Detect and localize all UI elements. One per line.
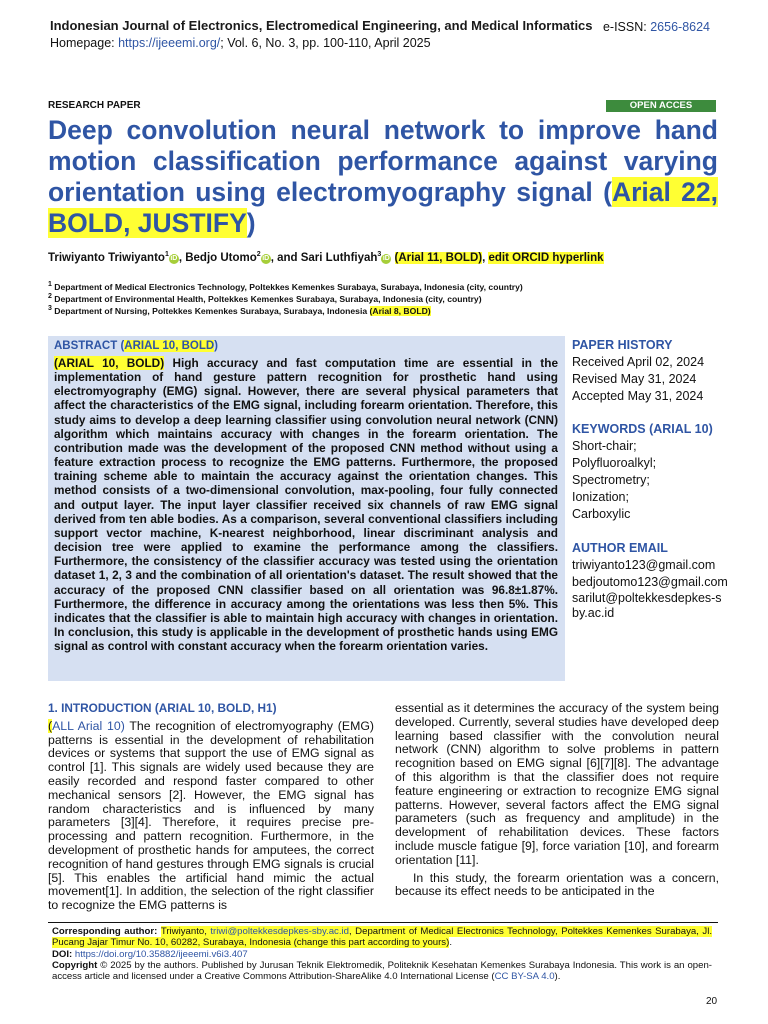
footer-divider: [48, 922, 718, 923]
author-2-sup: 2: [256, 251, 261, 258]
intro-paragraph-1-cont: essential as it determines the accuracy of the system being developed. Currently, several studies have developed deep learning based classifier with the convolution neural network (CNN) algorithm to solve problems in pattern recognition based on EMG signal [6][7][8]. The advantage of this algorithm is that the classifier does not require feature engineering or extraction to recognize EMG signal patterns. However, several factors affect the EMG signal parameters (such as frequency and amplitude) in the development of rehabilitation devices. These factors include muscle fatigue [9], force variation [10], and forearm orientation [11].: [395, 701, 719, 867]
orcid-icon[interactable]: iD: [262, 254, 270, 262]
abstract-heading: [54, 340, 218, 352]
affiliation-1: [48, 281, 523, 292]
keyword: Spectrometry;: [572, 473, 650, 487]
author-3-sup: 3: [377, 251, 382, 258]
author-format-note: (Arial 11, BOLD): [394, 251, 483, 264]
aff-format-note: (Arial 8, BOLD): [369, 305, 431, 316]
abstract-format-note: (ARIAL 10, BOLD): [54, 356, 165, 370]
orcid-edit-note: edit ORCID hyperlink: [488, 251, 604, 264]
affiliation-2: [48, 293, 482, 304]
abstract-text: [54, 356, 558, 653]
paper-title: [48, 115, 718, 239]
side-info: [572, 338, 752, 621]
author-email-heading: AUTHOR EMAIL: [572, 541, 668, 555]
copyright: [52, 960, 712, 983]
corr-label: Corresponding author:: [52, 926, 161, 937]
intro-paragraph-1: [48, 720, 374, 913]
author-2: , Bedjo Utomo: [178, 251, 257, 264]
aff-sup: 2: [48, 293, 52, 300]
history-revised: Revised May 31, 2024: [572, 372, 697, 386]
homepage-label: Homepage:: [50, 36, 119, 50]
author-email[interactable]: bedjoutomo123@gmail.com: [572, 575, 728, 589]
abstract-heading-close: ): [214, 340, 219, 352]
title-close: ): [246, 208, 256, 238]
orcid-icon[interactable]: iD: [382, 254, 390, 262]
volume-info: ; Vol. 6, No. 3, pp. 100-110, April 2025: [220, 36, 431, 50]
aff-sup: 3: [48, 305, 52, 312]
author-1-sup: 1: [164, 251, 169, 258]
affiliation-3: [48, 305, 431, 316]
homepage-line: [50, 36, 431, 50]
author-3: , and Sari Luthfiyah: [270, 251, 378, 264]
doi-label: DOI:: [52, 948, 75, 960]
aff-text: Department of Environmental Health, Poltekkes Kemenkes Surabaya, Surabaya, Indonesia (city, country): [54, 293, 482, 304]
author-1: Triwiyanto Triwiyanto: [48, 251, 165, 264]
intro-right-column: [395, 702, 719, 899]
keywords-heading: KEYWORDS (ARIAL 10): [572, 422, 713, 436]
history-received: Received April 02, 2024: [572, 355, 705, 369]
license-link[interactable]: CC BY-SA 4.0: [494, 971, 555, 983]
open-access-badge: OPEN ACCES: [606, 100, 716, 112]
issn: [603, 20, 710, 34]
corr-name: Triwiyanto,: [160, 926, 211, 937]
author-email[interactable]: triwiyanto123@gmail.com: [572, 558, 716, 572]
paper-history-heading: PAPER HISTORY: [572, 338, 673, 352]
intro-paragraph-2: In this study, the forearm orientation was a concern, because its effect needs to be anticipated in the: [395, 870, 719, 899]
author-comma: ,: [482, 251, 489, 264]
aff-text: Department of Medical Electronics Technology, Poltekkes Kemenkes Surabaya, Surabaya, Indonesia (city, country): [54, 281, 523, 292]
doi-line: [52, 949, 712, 960]
doi-link[interactable]: https://doi.org/10.35882/ijeeemi.v6i3.407: [74, 948, 248, 960]
aff-sup: 1: [48, 281, 52, 288]
history-accepted: Accepted May 31, 2024: [572, 389, 704, 403]
footer: [52, 926, 712, 982]
author-email[interactable]: sarilut@poltekkesdepkes-sby.ac.id: [572, 591, 722, 620]
homepage-link[interactable]: https://ijeeemi.org/: [118, 36, 221, 50]
issn-link[interactable]: 2656-8624: [650, 20, 710, 34]
intro-left-column: [48, 702, 374, 913]
orcid-icon[interactable]: iD: [170, 254, 178, 262]
intro-heading: 1. INTRODUCTION (ARIAL 10, BOLD, H1): [48, 701, 277, 715]
intro-p1-text: The recognition of electromyography (EMG) patterns is essential in the development of rehabilitation devices or systems that support the use of EMG signal as control [1]. This signals are widely used because they are easily recorded and respond faster compared to other mechanical sensors [2]. However, the EMG signal has random characteristics and is influenced by many parameters [3][4]. Therefore, it requires precise pre-processing and pattern recognition. Furthermore, in the development of prosthetic hands for amputees, the correct recognition of hand gestures through EMG signals is crucial [5]. This enables the artificial hand mimic the actual movement[1]. In addition, the selection of the right classifier to recognize the EMG patterns is: [48, 718, 375, 913]
author-line: [48, 251, 728, 264]
journal-name: Indonesian Journal of Electronics, Electromedical Engineering, and Medical Informatics: [50, 18, 593, 33]
keyword: Ionization;: [572, 490, 629, 504]
abstract-box: [48, 336, 565, 681]
issn-label: e-ISSN:: [602, 20, 651, 34]
corresponding-author: [52, 926, 712, 949]
article-type: RESEARCH PAPER: [48, 100, 141, 111]
intro-format-note: ALL Arial 10): [52, 718, 125, 733]
page-number: 20: [706, 996, 718, 1007]
corr-email-link[interactable]: triwi@poltekkesdepkes-sby.ac.id: [210, 926, 349, 937]
abstract-heading-note: ARIAL 10, BOLD: [124, 340, 215, 352]
abstract-heading-text: ABSTRACT (: [54, 340, 125, 352]
title-main: Deep convolution neural network to improve hand motion classification performance against varying orientation using electromyography signal (: [48, 115, 718, 207]
corr-address: , Department of Medical Electronics Technology, Poltekkes Kemenkes Surabaya, Jl. Pucang Jajar Timur No. 10, 60282, Surabaya, Indonesia (change this part according to yours): [52, 926, 712, 949]
title-format-note: Arial 22, BOLD, JUSTIFY: [48, 177, 718, 238]
aff-text: Department of Nursing, Poltekkes Kemenkes Surabaya, Surabaya, Indonesia: [54, 305, 370, 316]
copyright-label: Copyright: [52, 959, 98, 971]
keyword: Carboxylic: [572, 507, 631, 521]
copyright-end: ).: [554, 971, 561, 983]
intro-note-open: (: [48, 718, 53, 733]
copyright-text: © 2025 by the authors. Published by Jurusan Teknik Elektromedik, Politeknik Kesehatan Kemenkes Surabaya Indonesia. This work is an open-access article and licensed under a Creative Commons Attribution-ShareAlike 4.0 International License (: [52, 959, 712, 983]
keyword: Polyfluoroalkyl;: [572, 456, 657, 470]
corr-end: .: [449, 937, 452, 949]
abstract-body: High accuracy and fast computation time are essential in the implementation of hand gesture pattern recognition for prosthetic hand using electromyography (EMG) signal. However, there are several physical parameters that affect the characteristics of the EMG signal, including forearm orientation. Therefore, this study aims to develop a deep learning classifier using convolution neural network (CNN) algorithm which maintains accuracy with changes in the forearm orientation. The contribution made was the development of the proposed CNN method without using a feature extraction process to recognize the EMG patterns. Furthermore, the proposed training scheme able to maintain the accuracy against the orientation changes. This method consists of a two-dimensional convolution, max-pooling, four fully connected and output layer. The input layer classifier received six channels of raw EMG signal derived from ten able bodies. As a comparison, several conventional classifiers including support vector machine, K-nearest neighborhood, linear discriminant analysis and decision tree were applied to examine the performance among the classifiers. Furthermore, the consistency of the classifier accuracy was tested using the orientation dataset 1, 2, 3 and the combination of all orientation's dataset. The result showed that the accuracy of the proposed CNN classifier based on all orientation was 96.8±1.87%. Furthermore, the difference in accuracy among the orientations was less then 5%. This indicates that the classifier is able to maintain high accuracy with changes in orientation. In conclusion, this study is applicable in the development of prosthetic hands using EMG signal as control with constant accuracy when the forearm orientation varies.: [54, 356, 559, 654]
keyword: Short-chair;: [572, 439, 637, 453]
